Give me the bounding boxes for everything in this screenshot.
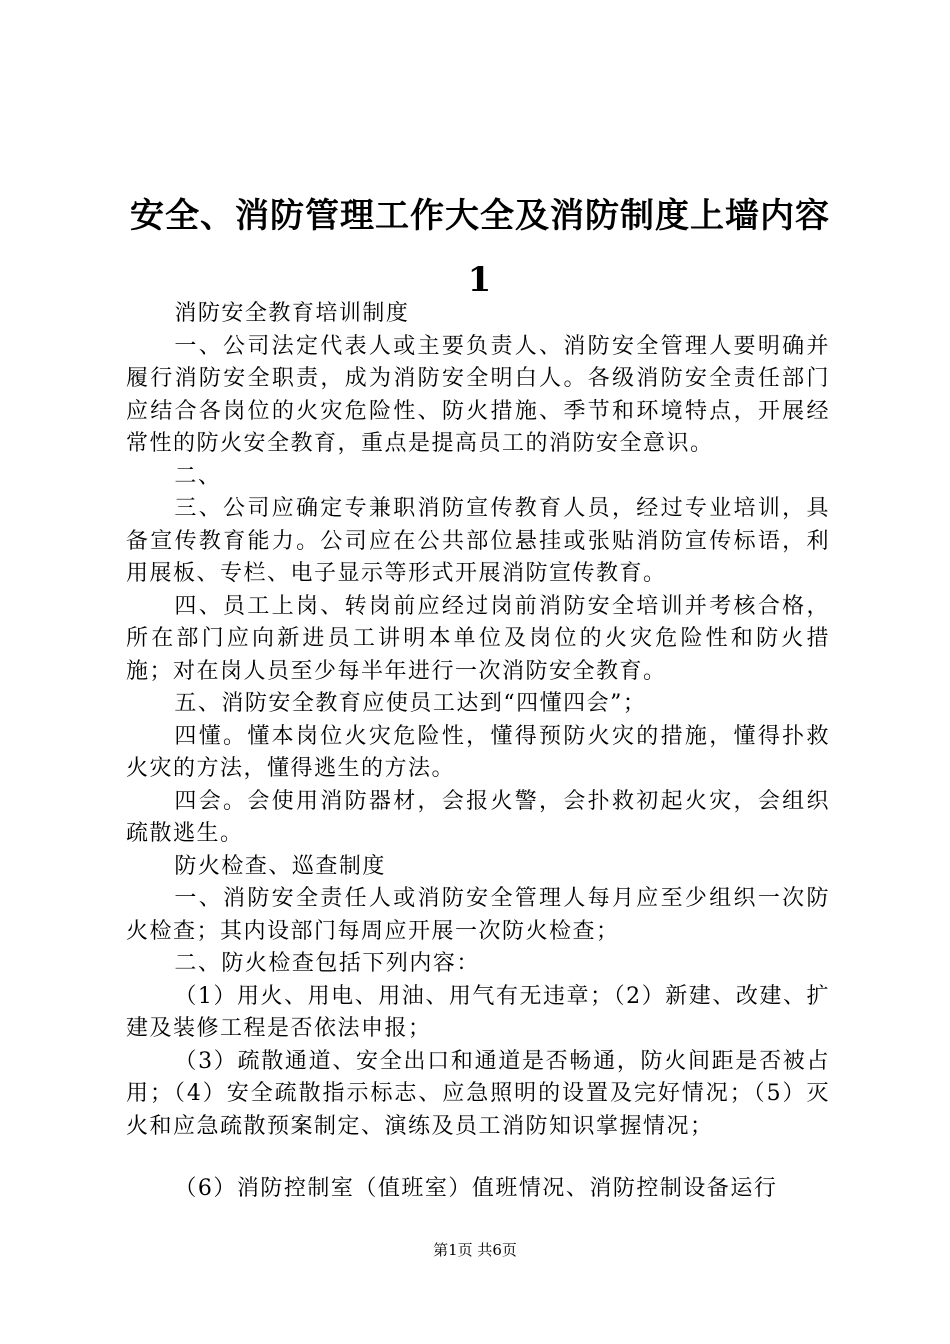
paragraph: 四懂。懂本岗位火灾危险性，懂得预防火灾的措施，懂得扑救火灾的方法，懂得逃生的方法。 [126,723,830,781]
list-paragraph: （1）用火、用电、用油、用气有无违章；（2）新建、改建、扩建及装修工程是否依法申报； [126,983,830,1041]
paragraph: 三、公司应确定专兼职消防宣传教育人员，经过专业培训，具备宣传教育能力。公司应在公共部位悬挂或张贴消防宣传标语，利用展板、专栏、电子显示等形式开展消防宣传教育。 [126,496,830,586]
list-paragraph: （6）消防控制室（值班室）值班情况、消防控制设备运行 [174,1176,778,1201]
section-heading-education: 消防安全教育培训制度 [174,301,410,326]
paragraph: 二、防火检查包括下列内容： [174,951,480,976]
paragraph: 五、消防安全教育应使员工达到“四懂四会”； [174,691,647,716]
paragraph: 一、消防安全责任人或消防安全管理人每月应至少组织一次防火检查；其内设部门每周应开展一次防火检查； [126,886,830,944]
paragraph: 一、公司法定代表人或主要负责人、消防安全管理人要明确并履行消防安全职责，成为消防安全明白人。各级消防安全责任部门应结合各岗位的火灾危险性、防火措施、季节和环境特点，开展经常性的防火安全教育，重点是提高员工的消防安全意识。 [126,333,830,456]
paragraph: 四会。会使用消防器材，会报火警，会扑救初起火灾，会组织疏散逃生。 [126,788,830,846]
list-paragraph: （3）疏散通道、安全出口和通道是否畅通，防火间距是否被占用；（4）安全疏散指示标志、应急照明的设置及完好情况；（5）灭火和应急疏散预案制定、演练及员工消防知识掌握情况； [126,1048,830,1139]
page-footer: 第1页 共6页 [433,1241,517,1259]
paragraph: 四、员工上岗、转岗前应经过岗前消防安全培训并考核合格，所在部门应向新进员工讲明本单位及岗位的火灾危险性和防火措施；对在岗人员至少每半年进行一次消防安全教育。 [126,593,830,684]
section-heading-inspection: 防火检查、巡查制度 [174,853,386,879]
paragraph: 二、 [174,463,222,489]
document-body [126,298,830,1206]
document-title: 安全、消防管理工作大全及消防制度上墙内容1 [130,196,830,300]
